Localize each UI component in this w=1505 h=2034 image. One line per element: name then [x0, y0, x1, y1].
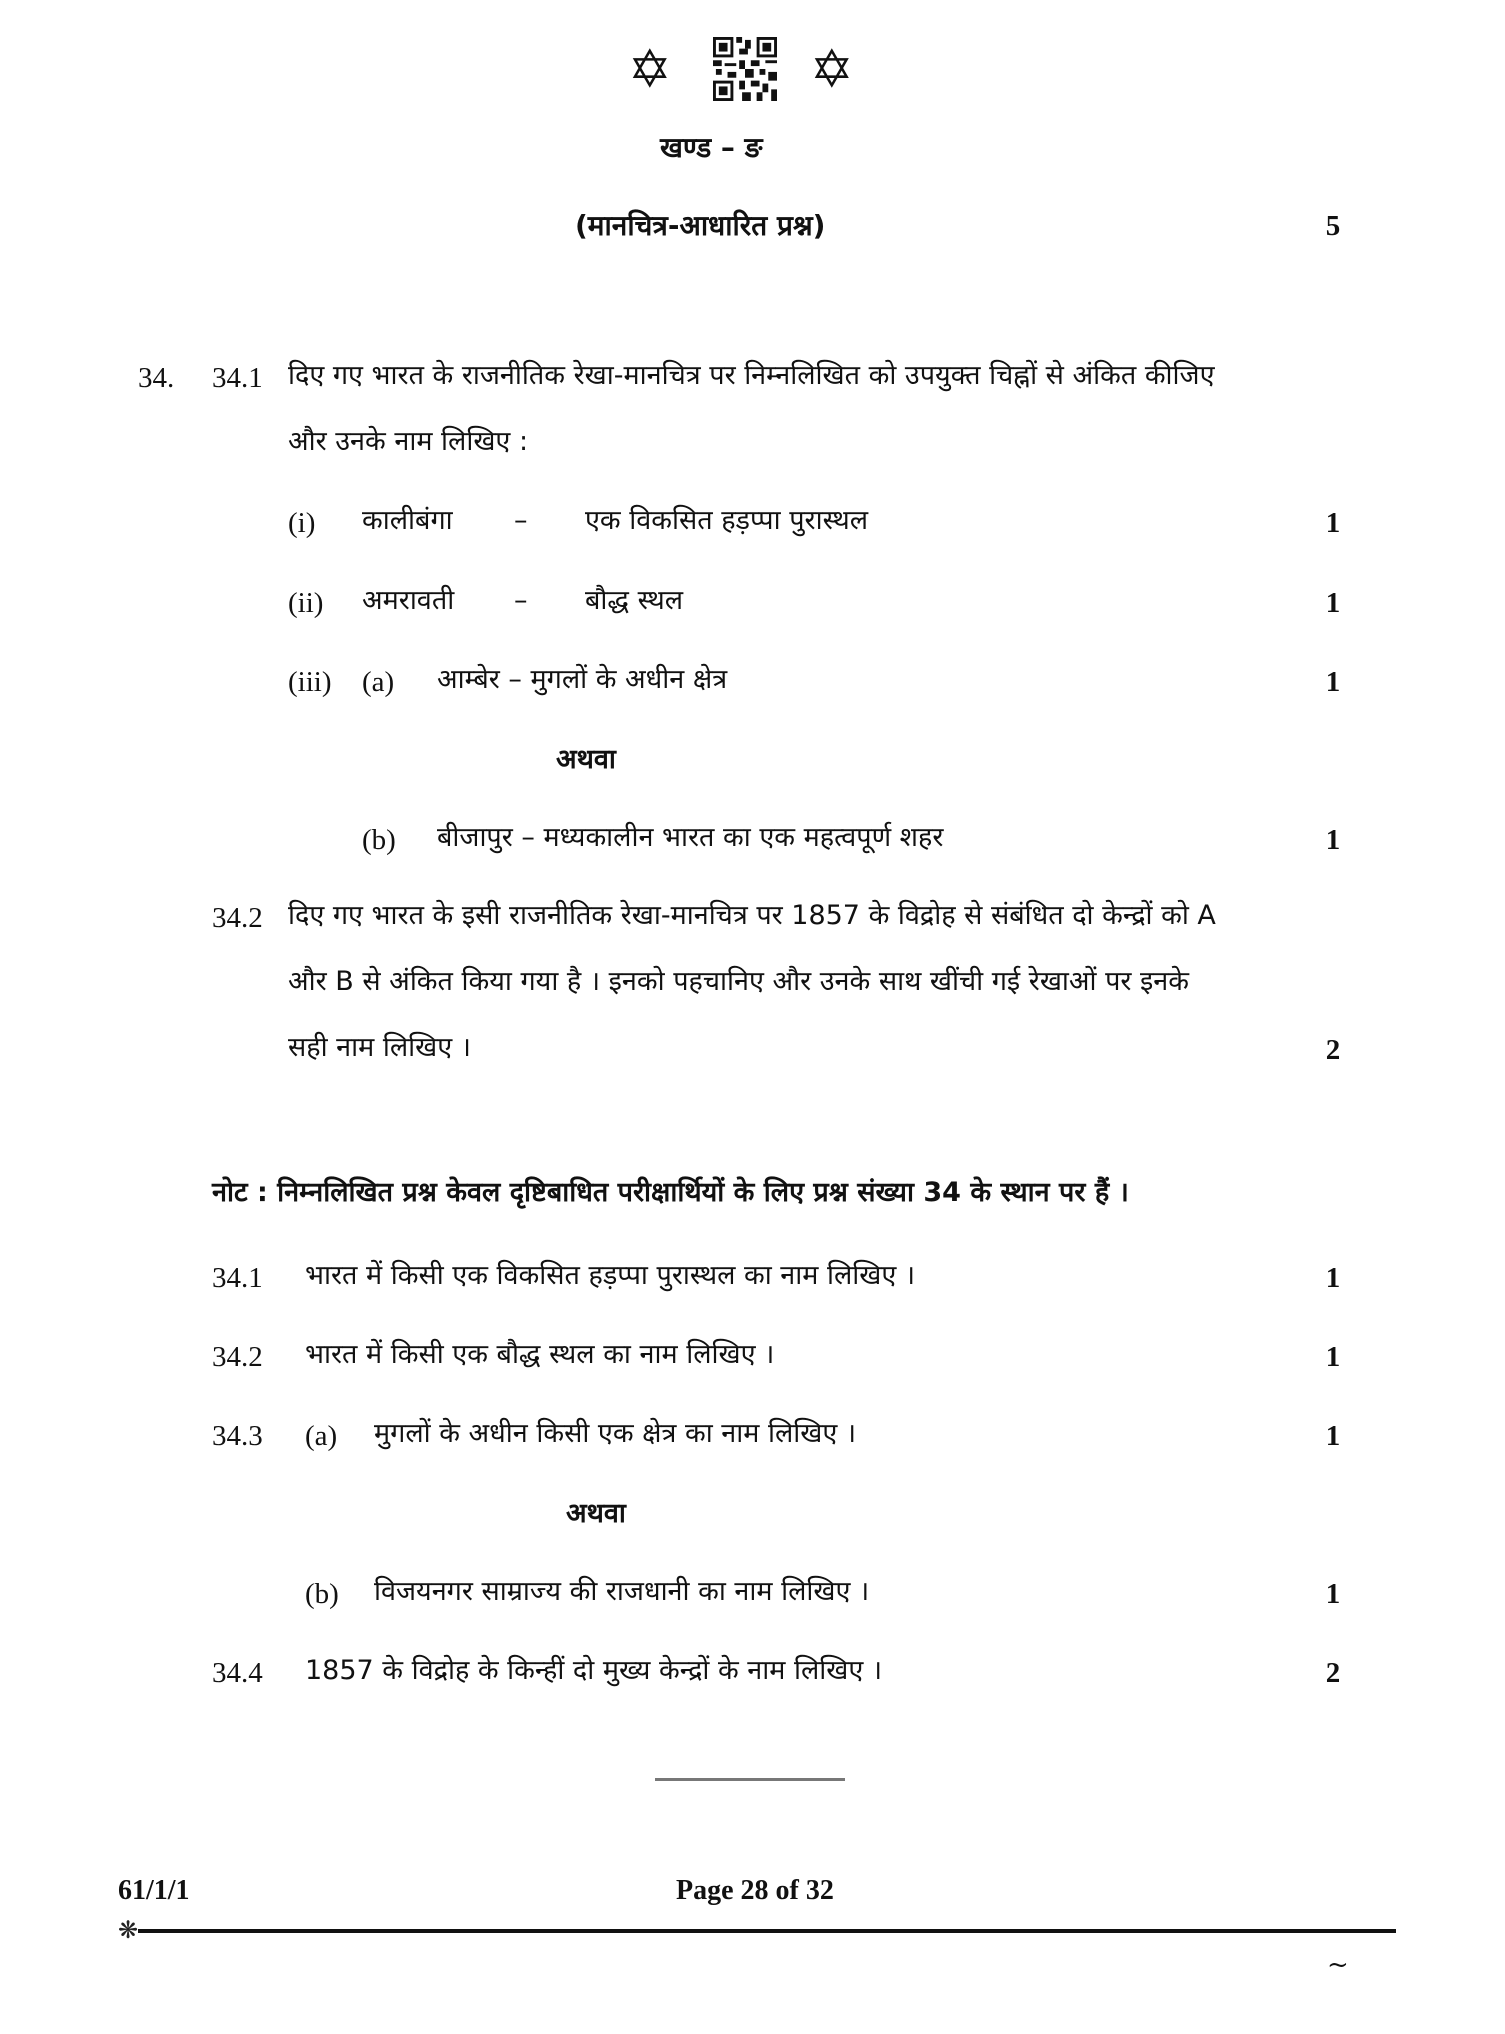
subquestion-number: 34.2: [212, 902, 263, 934]
question-text: सही नाम लिखिए ।: [288, 1032, 471, 1063]
marks: 2: [1325, 1034, 1341, 1066]
section-title: खण्ड – ङ: [660, 131, 763, 164]
place-name: अमरावती: [362, 585, 455, 616]
dash: –: [514, 585, 528, 616]
question-text: दिए गए भारत के राजनीतिक रेखा-मानचित्र पर निम्नलिखित को उपयुक्त चिह्नों से अंकित कीजिए: [288, 360, 1215, 391]
question-text: मुगलों के अधीन किसी एक क्षेत्र का नाम लिखिए ।: [374, 1418, 857, 1449]
or-label: अथवा: [556, 744, 616, 775]
item-text: आम्बेर – मुगलों के अधीन क्षेत्र: [437, 664, 728, 695]
tilde-mark: ~: [1327, 1950, 1349, 1980]
question-text: दिए गए भारत के इसी राजनीतिक रेखा-मानचित्र पर 1857 के विद्रोह से संबंधित दो केन्द्रों को A: [288, 900, 1216, 931]
question-text: विजयनगर साम्राज्य की राजधानी का नाम लिखिए ।: [374, 1576, 870, 1607]
item-label: (i): [288, 507, 316, 539]
place-description: बौद्ध स्थल: [585, 585, 684, 616]
subquestion-number: 34.2: [212, 1341, 263, 1373]
question-text: 1857 के विद्रोह के किन्हीं दो मुख्य केन्द्रों के नाम लिखिए ।: [305, 1655, 883, 1686]
question-text: और B से अंकित किया गया है । इनको पहचानिए और उनके साथ खींची गई रेखाओं पर इनके: [288, 966, 1190, 997]
item-sublabel: (a): [305, 1420, 338, 1452]
flower-icon: ❋: [118, 1916, 139, 1944]
item-label: (iii): [288, 666, 332, 698]
marks: 1: [1325, 1420, 1341, 1452]
item-text: बीजापुर – मध्यकालीन भारत का एक महत्वपूर्ण शहर: [437, 822, 944, 853]
place-name: कालीबंगा: [362, 505, 453, 536]
item-sublabel: (a): [362, 666, 395, 698]
marks: 1: [1325, 1341, 1341, 1373]
subquestion-number: 34.4: [212, 1657, 263, 1689]
page-number: Page 28 of 32: [676, 1875, 834, 1906]
item-sublabel: (b): [305, 1578, 339, 1610]
star-of-david-icon-left: ✡: [628, 40, 672, 100]
marks: 1: [1325, 1262, 1341, 1294]
star-of-david-icon-right: ✡: [810, 40, 854, 100]
note-text: नोट : निम्नलिखित प्रश्न केवल दृष्टिबाधित परीक्षार्थियों के लिए प्रश्न संख्या 34 के स्थान पर हैं ।: [212, 1177, 1129, 1208]
marks: 1: [1325, 1578, 1341, 1610]
section-marks: 5: [1325, 210, 1341, 242]
end-divider: [655, 1778, 845, 1781]
subquestion-number: 34.1: [212, 362, 263, 394]
marks: 1: [1325, 507, 1341, 539]
question-text: भारत में किसी एक विकसित हड़प्पा पुरास्थल का नाम लिखिए ।: [305, 1260, 916, 1291]
footer-rule: [138, 1929, 1396, 1933]
marks: 2: [1325, 1657, 1341, 1689]
item-label: (ii): [288, 587, 324, 619]
section-subtitle: (मानचित्र-आधारित प्रश्न): [575, 209, 826, 242]
paper-code: 61/1/1: [118, 1875, 190, 1906]
question-number: 34.: [138, 362, 175, 394]
dash: –: [514, 505, 528, 536]
question-text: और उनके नाम लिखिए :: [288, 426, 529, 457]
subquestion-number: 34.1: [212, 1262, 263, 1294]
subquestion-number: 34.3: [212, 1420, 263, 1452]
item-sublabel: (b): [362, 824, 396, 856]
marks: 1: [1325, 587, 1341, 619]
question-text: भारत में किसी एक बौद्ध स्थल का नाम लिखिए ।: [305, 1339, 775, 1370]
qr-code-icon: [713, 36, 777, 102]
marks: 1: [1325, 824, 1341, 856]
marks: 1: [1325, 666, 1341, 698]
or-label: अथवा: [566, 1498, 626, 1529]
place-description: एक विकसित हड़प्पा पुरास्थल: [585, 505, 869, 536]
